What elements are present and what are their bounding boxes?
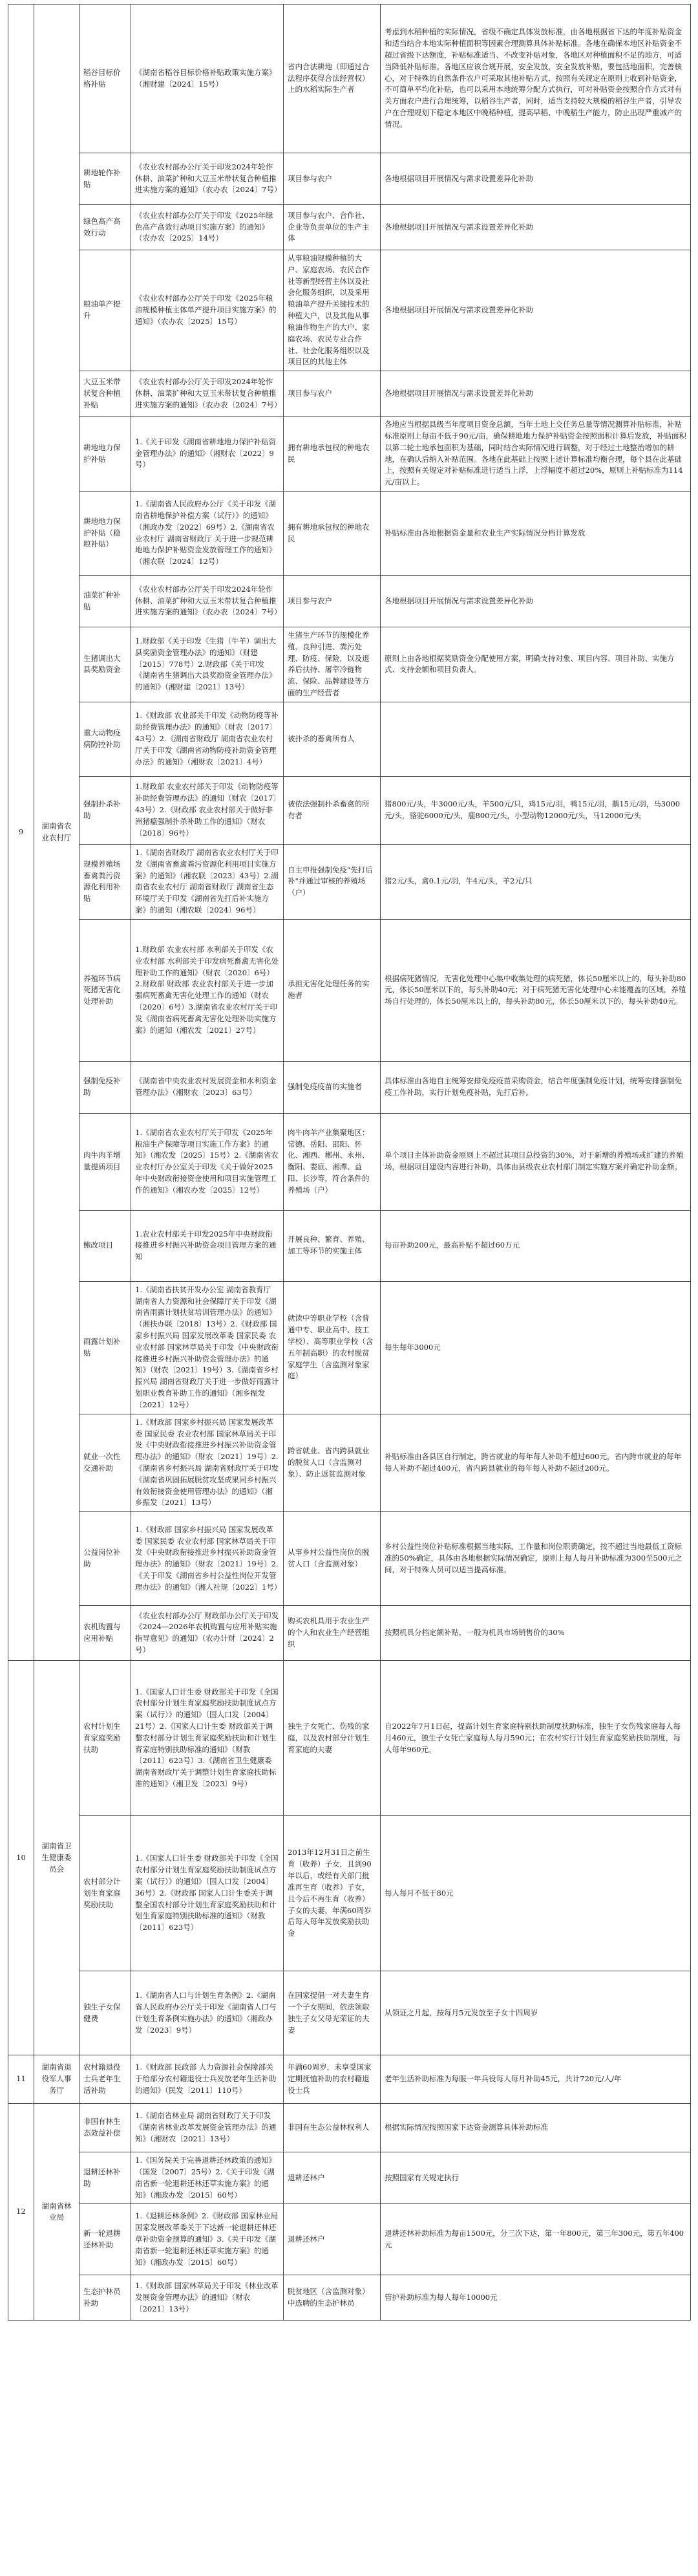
subsidy-standard: 退耕还林补助标准为每亩1500元，分三次下达，第一年800元，第三年300元，第五年400元 [381,2204,691,2275]
table-row [8,2104,691,2152]
policy-basis: 1.《湖南省扶贫开发办公室 湖南省教育厅 湖南省人力资源和社会保障厅关于印发《湖南省雨露计划扶贫培训管理办法》的通知》（湘扶办联〔2018〕13号）2.《财政部 国家乡村振兴局 国家发展改革委 国家民委 农业农村部 国家林草局关于印发《中央财政衔接推进乡村振兴补助资金管理办法》的通知》（财农〔2021〕19号）3.《湖南省乡村振兴局 湖南省财政厅关于进一步做好雨露计划职业教育补助工作的通知》（湘乡振发〔2021〕12号） [131,1281,284,1414]
policy-basis: 1.财政部 农业农村部关于印发《动物防疫等补助经费管理办法》的通知（财农〔2017〕43号）2.《财政部 农业农村部关于做好非洲猪瘟强制扑杀补助工作的通知》（财农〔2018〕96号） [131,776,284,844]
subsidy-standard: 补贴标准由各县区自行制定，跨省就业的每年每人补助不超过600元，省内跨市就业的每年每人补助不超过400元，省内跨县就业的每年每人补助不超过200元。 [381,1414,691,1512]
subsidy-target: 退耕还林户 [284,2152,381,2204]
subsidy-standard: 每人每月不低于80元 [381,1816,691,1971]
table-row [8,776,691,844]
subsidy-standard: 单个项目主体补助资金原则上不超过其项目总投资的30%，对于新增的养殖场或扩建的养殖场，根据项目建设内容进行补助，具体由县级农业农村部门制定实施方案并确定补助金额。 [381,1113,691,1210]
subsidy-item: 生猪调出大县奖励资金 [79,627,131,702]
policy-basis: 1.《湖南省农业农村厅关于印发《2025年粮油生产保障等项目实施工作方案》的通知》（湘农发〔2025〕15号）2.《湖南省农业农村厅办公室关于印发《关于做好2025年中央财政衔接资金使用和项目实施管理工作的通知》（湘农办发〔2025〕12号） [131,1113,284,1210]
subsidy-table [8,4,691,2321]
policy-basis: 《农业农村部办公厅关于印发《2025年粮油规模种植主体单产提升项目实施方案》的通知》（农办农〔2025〕15号） [131,250,284,371]
subsidy-item: 农村部分计划生育家庭奖励扶助 [79,1816,131,1971]
subsidy-standard: 根据实际情况按照国家下达资金测算具体补助标准 [381,2104,691,2152]
subsidy-standard: 按照机具分档定额补贴，一般为机具市场销售价的30% [381,1606,691,1661]
table-row [8,2152,691,2204]
table-row [8,702,691,776]
table-row [8,919,691,1061]
subsidy-target: 跨省就业、省内跨县就业的脱贫人口（含监测对象）、防止返贫监测对象 [284,1414,381,1512]
table-row [8,1606,691,1661]
policy-basis: 1.《财政部 国家乡村振兴局 国家发展改革委 国家民委 农业农村部 国家林草局关于印发《中央财政衔接推进乡村振兴补助资金管理办法》的通知》（财农〔2021〕19号）2.《湖南省乡村振兴局 湖南省财政厅关于印发《湖南省巩固拓展脱贫攻坚成果同乡村振兴有效衔接资金使用管理办法》的通知》（湘乡振发〔2021〕13号） [131,1414,284,1512]
subsidy-target: 年满60周岁，未享受国家定期抚恤补助的农村籍退役士兵 [284,2055,381,2104]
subsidy-target: 在国家提倡一对夫妻生育一个子女期间，依法领取独生子女父母光荣证的夫妻 [284,1971,381,2055]
subsidy-item: 农村籍退役士兵老年生活补助 [79,2055,131,2104]
table-row [8,576,691,627]
subsidy-target: 购买农机具用于农业生产的个人和农业生产经营组织 [284,1606,381,1661]
subsidy-target: 独生子女死亡、伤残的家庭，以及农村部分计划生育家庭的夫妻 [284,1661,381,1816]
table-row [8,1061,691,1113]
subsidy-item: 独生子女保健费 [79,1971,131,2055]
subsidy-standard: 各地根据项目开展情况与需求设置差异化补助 [381,250,691,371]
subsidy-item: 强制免疫补助 [79,1061,131,1113]
subsidy-item: 重大动物疫病防控补助 [79,702,131,776]
table-row [8,1512,691,1606]
subsidy-item: 公益岗位补助 [79,1512,131,1606]
subsidy-standard: 考虑到水稻种植的实际情况，省级不确定具体发放标准，由各地根据省下达的年度补贴资金和适当结合本地实际种植面积等因素合理测算具体补贴标准。各地在确保本地区补贴资金不超过省级下达额度，补贴标准适当、不改变补贴对象，各地区对种植面积不足的地方，可适当降低补贴标准。各地区应该合规开展，安全发放，安全发放补贴，要包括地面积，完善核心，对于特殊的自然条件农户可采取其他补贴方式，按照有关规定在原则上收到补贴资金，不可简单平均化补贴，也可以采用本地统筹分配方式执行，可对补贴资金按照合作方式对有关方面农户进行合理统筹，以稻谷生产者，同时，适当支持较大规模的稻谷生产者，引导农户在合理规划下稳定本地区中晚稻种植，提高早稻、中晚稻生产能力，防止出现严重减产的情况。 [381,5,691,153]
policy-basis: 《农业农村部办公厅关于印发《2025年绿色高产高效行动项目实施方案》的通知》（农办农〔2025〕14号） [131,205,284,250]
subsidy-item: 强制扑杀补助 [79,776,131,844]
subsidy-target: 省内合法耕地（即通过合法程序获得合法经营权）上的水稻实际生产者 [284,5,381,153]
subsidy-item: 稻谷目标价格补贴 [79,5,131,153]
table-row [8,2204,691,2275]
table-row [8,371,691,417]
policy-basis: 1.《退耕还林条例》2.《财政部 国家林业局 国家发展改革委关于下达新一轮退耕还林还草补助资金预算的通知》3.《关于印发《湖南省新一轮退耕还林还草实施方案》的通知》（湘政办发〔2015〕60号） [131,2204,284,2275]
subsidy-standard: 各地根据项目开展情况与需求设置差异化补助 [381,371,691,417]
subsidy-standard: 老年生活补助标准为每服一年兵役每人每月补助45元，共计720元/人/年 [381,2055,691,2104]
subsidy-standard: 猪800元/头，牛3000元/头，羊500元/只，鸡15元/羽，鸭15元/羽，鹅15元/羽，马3000元/头，骆驼6000元/头，鹿800元/头，小型动物12000元/头，马12000元/头 [381,776,691,844]
subsidy-standard: 原则上由各地根据奖励资金分配使用方案，明确支持对象、项目内容、项目补助、实施方式、支持金额和项目负责人。 [381,627,691,702]
subsidy-target: 项目参与农户 [284,371,381,417]
policy-basis: 1.《关于印发《湖南省耕地地力保护补贴资金管理办法》的通知》（湘财农〔2022〕9号） [131,417,284,492]
subsidy-item: 雨露计划补贴 [79,1281,131,1414]
subsidy-item: 粮油单产提升 [79,250,131,371]
policy-basis: 1.《财政部 民政部 人力资源社会保障部关于给部分农村籍退役士兵发放老年生活补助的通知》（民发〔2011〕110号） [131,2055,284,2104]
subsidy-target: 强制免疫疫苗的实施者 [284,1061,381,1113]
subsidy-item: 大豆玉米带状复合种植补贴 [79,371,131,417]
subsidy-item: 鲍改项目 [79,1210,131,1281]
subsidy-item: 就业一次性交通补助 [79,1414,131,1512]
policy-basis: 1.《财政部 农业部关于印发《动物防疫等补助经费管理办法》的通知》（财农〔2017〕43号）2.《湖南省财政厅 湖南省农业农村厅关于印发《湖南省动物防疫补助资金管理办法》的通知》（湘财农〔2021〕4号） [131,702,284,776]
subsidy-target: 肉牛肉羊产业集聚地区：常德、岳阳、邵阳、怀化、湘西、郴州、永州、衡阳、娄底、湘潭、益阳、长沙等，符合条件的养殖场（户） [284,1113,381,1210]
subsidy-target: 脱贫地区（含监测对象）中选聘的生态护林员 [284,2275,381,2321]
subsidy-item: 油菜扩种补贴 [79,576,131,627]
subsidy-item: 农村计划生育家庭奖励扶助 [79,1661,131,1816]
group-number: 12 [8,2104,34,2321]
table-row [8,417,691,492]
subsidy-standard: 从领证之月起，按每月5元发放至子女十四周岁 [381,1971,691,2055]
subsidy-standard: 各地根据项目开展情况与需求设置差异化补助 [381,153,691,205]
subsidy-standard [381,702,691,776]
table-row [8,492,691,576]
subsidy-item: 农机购置与应用补贴 [79,1606,131,1661]
subsidy-target: 承担无害化处理任务的实施者 [284,919,381,1061]
subsidy-target: 拥有耕地承包权的种地农民 [284,492,381,576]
table-row [8,5,691,153]
group-number: 10 [8,1661,34,2055]
subsidy-target: 开展良种、繁育、养殖、加工等环节的实施主体 [284,1210,381,1281]
subsidy-standard: 各地根据项目开展情况与需求设置差异化补助 [381,576,691,627]
policy-basis: 1.《国家人口计生委 财政部关于印发《全国农村部分计划生育家庭奖励扶助制度试点方案（试行）》的通知》（国人口发〔2004〕36号）2.《财政部 国家人口计生委关于调整全国农村部分计划生育家庭奖励扶助和计划生育家庭特别扶助标准的通知》（财教〔2011〕623号） [131,1816,284,1971]
subsidy-standard: 具体标准由各地自主统筹安排免疫疫苗采购资金，结合年度强制免疫计划，统筹安排强制免疫工作补助，实行计划免疫补贴，先打后补。 [381,1061,691,1113]
subsidy-item: 新一轮退耕还林补助 [79,2204,131,2275]
department-name: 湖南省退役军人事务厅 [34,2055,79,2104]
subsidy-item: 养殖环节病死猪无害化处理补助 [79,919,131,1061]
policy-basis: 1.财政部 农业农村部 水利部关于印发《农业农村部 水利部关于印发病死畜禽无害化处理补助工作的通知》（财农〔2020〕6号）2.财政部 财政部 农业农村部关于进一步加强病死畜禽无害化处理工作的通知（财农〔2020〕6号）3.湖南省农业农村厅关于印发《湖南省病死畜禽无害化处理补助实施方案》的通知（湘农发〔2021〕27号） [131,919,284,1061]
policy-basis: 1.《湖南省财政厅 湖南省农业农村厅关于印发《湖南省畜禽粪污资源化利用项目实施方案》的通知》（湘农联〔2023〕43号）2.湖南省农业农村厅 湖南省财政厅 湖南省生态环境厅关于印发《湖南省先打后补实施方案》的通知（湘农联〔2024〕96号） [131,844,284,919]
table-row [8,1210,691,1281]
policy-basis: 1.《湖南省林业局 湖南省财政厅关于印发《湖南省林业改革发展资金管理办法》的通知》（湘财农〔2021〕13号） [131,2104,284,2152]
department-name: 湖南省农业农村厅 [34,5,79,1661]
subsidy-target: 项目参与农户、合作社、企业等负责单位的生产主体 [284,205,381,250]
table-row [8,153,691,205]
table-row [8,1661,691,1816]
subsidy-item: 非国有林生态效益补偿 [79,2104,131,2152]
policy-basis: 《农业农村部办公厅关于印发2024年轮作休耕、油菜扩种和大豆玉米带状复合种植推进实施方案的通知》（农办农〔2024〕7号） [131,371,284,417]
policy-basis: 《湖南省中央农业农村发展资金和水利资金管理办法》（湘财农〔2023〕63号） [131,1061,284,1113]
subsidy-target: 从事粮油规模种植的大户、家庭农场、农民合作社等新型经营主体以及社会化服务组织，以及采用粮油单产提升关键技术的种植大户，以及其他从事粮油作物生产的大户、家庭农场、农民专业合作社、社会化服务组织以及项目区的其他主体 [284,250,381,371]
table-row [8,1414,691,1512]
department-name: 湖南省林业局 [34,2104,79,2321]
subsidy-item: 耕地轮作补贴 [79,153,131,205]
subsidy-standard: 补贴标准由各地根据资金量和农业生产实际情况分档计算发放 [381,492,691,576]
table-row [8,1281,691,1414]
policy-basis: 1.《湖南省人口与计划生育条例》2.《湖南省人民政府办公厅关于印发《湖南省人口与计划生育条例实施办法》的通知》（湘政办发〔2023〕9号） [131,1971,284,2055]
policy-basis: 1.《国家人口计生委 财政部关于印发《全国农村部分计划生育家庭奖励扶助制度试点方案（试行）》的通知》（国人口发〔2004〕21号）2.《国家人口计生委 财政部关于调整农村部分计划生育家庭奖励扶助和计划生育家庭特别扶助标准的通知》（财教〔2011〕623号）3.《湖南省卫生健康委 湖南省财政厅关于调整计划生育家庭扶助标准的通知》（湘卫发〔2023〕9号） [131,1661,284,1816]
subsidy-target: 退耕还林户 [284,2204,381,2275]
department-name: 湖南省卫生健康委员会 [34,1661,79,2055]
subsidy-target: 生猪生产环节的规模化养殖、良种引进、粪污处理、防疫、保险，以及退养后扶持、屠宰冷链物流、保险、品牌建设等方面的生产经营者 [284,627,381,702]
subsidy-item: 耕地地力保护补贴 [79,417,131,492]
subsidy-item: 耕地地力保护补贴（稳粮补贴） [79,492,131,576]
subsidy-target: 被依法强制扑杀畜禽的所有者 [284,776,381,844]
policy-basis: 《农业农村部办公厅关于印发2024年轮作休耕、油菜扩种和大豆玉米带状复合种植推进实施方案的通知》（农办农〔2024〕7号） [131,153,284,205]
group-number: 9 [8,5,34,1661]
policy-basis: 《农业农村部办公厅关于印发2024年轮作休耕、油菜扩种和大豆玉米带状复合种植推进实施方案的通知》（农办农〔2024〕7号） [131,576,284,627]
subsidy-standard: 管护补助标准为每人每年10000元 [381,2275,691,2321]
subsidy-target: 非国有生态公益林权利人 [284,2104,381,2152]
table-row [8,627,691,702]
subsidy-target: 被扑杀的畜禽所有人 [284,702,381,776]
subsidy-target: 项目参与农户 [284,576,381,627]
policy-basis: 1.《国务院关于完善退耕还林政策的通知》（国发〔2007〕25号）2.《关于印发《湖南省新一轮退耕还林还草实施方案》的通知》（湘政办发〔2015〕60号） [131,2152,284,2204]
subsidy-standard: 每生每年3000元 [381,1281,691,1414]
subsidy-target: 从事乡村公益性岗位的脱贫人口（含监测对象） [284,1512,381,1606]
policy-basis: 《湖南省稻谷目标价格补贴政策实施方案》（湘财建〔2024〕15号） [131,5,284,153]
table-row [8,844,691,919]
subsidy-standard: 自2022年7月1日起，提高计划生育家庭特别扶助制度扶助标准，独生子女伤残家庭每人每月460元，独生子女死亡家庭每人每月590元；在农村实行计划生育家庭奖励扶助制度，每人每年960元。 [381,1661,691,1816]
policy-basis: 1.《财政部 国家乡村振兴局 国家发展改革委 国家民委 农业农村部 国家林草局关于印发《中央财政衔接推进乡村振兴补助资金管理办法》的通知》（财农〔2021〕19号）2.《关于印发《湖南省乡村公益性岗位开发管理办法》的通知》（湘人社规〔2022〕1号） [131,1512,284,1606]
subsidy-target: 项目参与农户 [284,153,381,205]
table-row [8,1816,691,1971]
table-row [8,250,691,371]
subsidy-target: 2013年12月31日之前生育（收养）子女，且到90年以后，或经有关部门批准再生育（收养）子女，且今后不再生育（收养）子女的夫妻，年满60周岁后每人每年发放奖励扶助金 [284,1816,381,1971]
subsidy-item: 绿色高产高效行动 [79,205,131,250]
subsidy-item: 规模养殖场畜禽粪污资源化利用补贴 [79,844,131,919]
subsidy-standard: 各地应当根据县级当年度项目资金总额，当年土地上交任务总量等情况测算补贴标准，补贴标准原则上每亩不低于90元/亩，确保耕地地力保护补贴资金按照面积计算后发放，补贴面积以第二轮土地承包面积为基础，同时结合实际情况进行调整，对于经过土地整治增加的耕地，在确认后纳入补贴范围。各地在此基础上按照上述计算标准均衡合理，每个县在此基础上，按照有关规定对补贴标准进行适当上浮，上浮幅度不超过20%，原则上补贴标准为114元/亩以上。 [381,417,691,492]
subsidy-item: 退耕还林补助 [79,2152,131,2204]
subsidy-standard: 猪2元/头，禽0.1元/羽，牛4元/头，羊2元/只 [381,844,691,919]
subsidy-target: 拥有耕地承包权的种地农民 [284,417,381,492]
table-body [8,5,691,2321]
subsidy-item: 生态护林员补助 [79,2275,131,2321]
subsidy-standard: 各地根据项目开展情况与需求设置差异化补助 [381,205,691,250]
table-row [8,2055,691,2104]
policy-basis: 1.《财政部 国家林草局关于印发《林业改革发展资金管理办法》的通知》（财农〔2021〕13号） [131,2275,284,2321]
table-row [8,1113,691,1210]
table-row [8,205,691,250]
policy-basis: 1.《湖南省人民政府办公厅《关于印发《湖南省耕地保护补偿方案（试行）》的通知》（湘政办发〔2022〕69号）2.《湖南省农业农村厅 湖南省财政厅 关于进一步规范耕地地力保护补贴资金发放管理工作的通知》（湘农联〔2024〕12号） [131,492,284,576]
policy-basis: 1.农业农村部关于印发2025年中央财政衔接推进乡村振兴补助资金项目管理方案的通知 [131,1210,284,1281]
subsidy-standard: 乡村公益性岗位补贴标准根据当地实际，工作量和岗位职责确定，按不超过当地最低工资标准的50%确定，具体由各地根据实际情况确定，原则上每人每月补助标准为300至500元之间，对于特殊人员可以适当提高标准。 [381,1512,691,1606]
policy-basis: 《农业农村部办公厅 财政部办公厅关于印发《2024—2026年农机购置与应用补贴实施指导意见》的通知》（农办计财〔2024〕2号） [131,1606,284,1661]
subsidy-standard: 按照国家有关规定执行 [381,2152,691,2204]
group-number: 11 [8,2055,34,2104]
subsidy-target: 自主申报强制免疫"先打后补"并通过审核的养殖场（户） [284,844,381,919]
table-row [8,1971,691,2055]
table-row [8,2275,691,2321]
subsidy-target: 就读中等职业学校（含普通中专、职业高中、技工学校）、高等职业学校（含五年制高职）的农村脱贫家庭学生（含监测对象家庭） [284,1281,381,1414]
subsidy-standard: 根据病死猪情况，无害化处理中心集中收集处理的病死猪，体长50厘米以上的，每头补助80元，体长50厘米以下的，每头补助40元；对于病死猪无害化处理中心未能覆盖的区域，养殖场自行处理的，体长50厘米以上的，每头补助80元，体长50厘米以下的，每头补助40元。 [381,919,691,1061]
policy-basis: 1.财政部《关于印发《生猪（牛羊）调出大县奖励资金管理办法》的通知》（财建〔2015〕778号）2.财政部《关于印发《湖南省生猪调出大县奖励资金管理办法》的通知》（湘财建〔2021〕13号） [131,627,284,702]
subsidy-item: 肉牛肉羊增量提质项目 [79,1113,131,1210]
subsidy-standard: 每亩补助200元，最高补贴不超过60万元 [381,1210,691,1281]
